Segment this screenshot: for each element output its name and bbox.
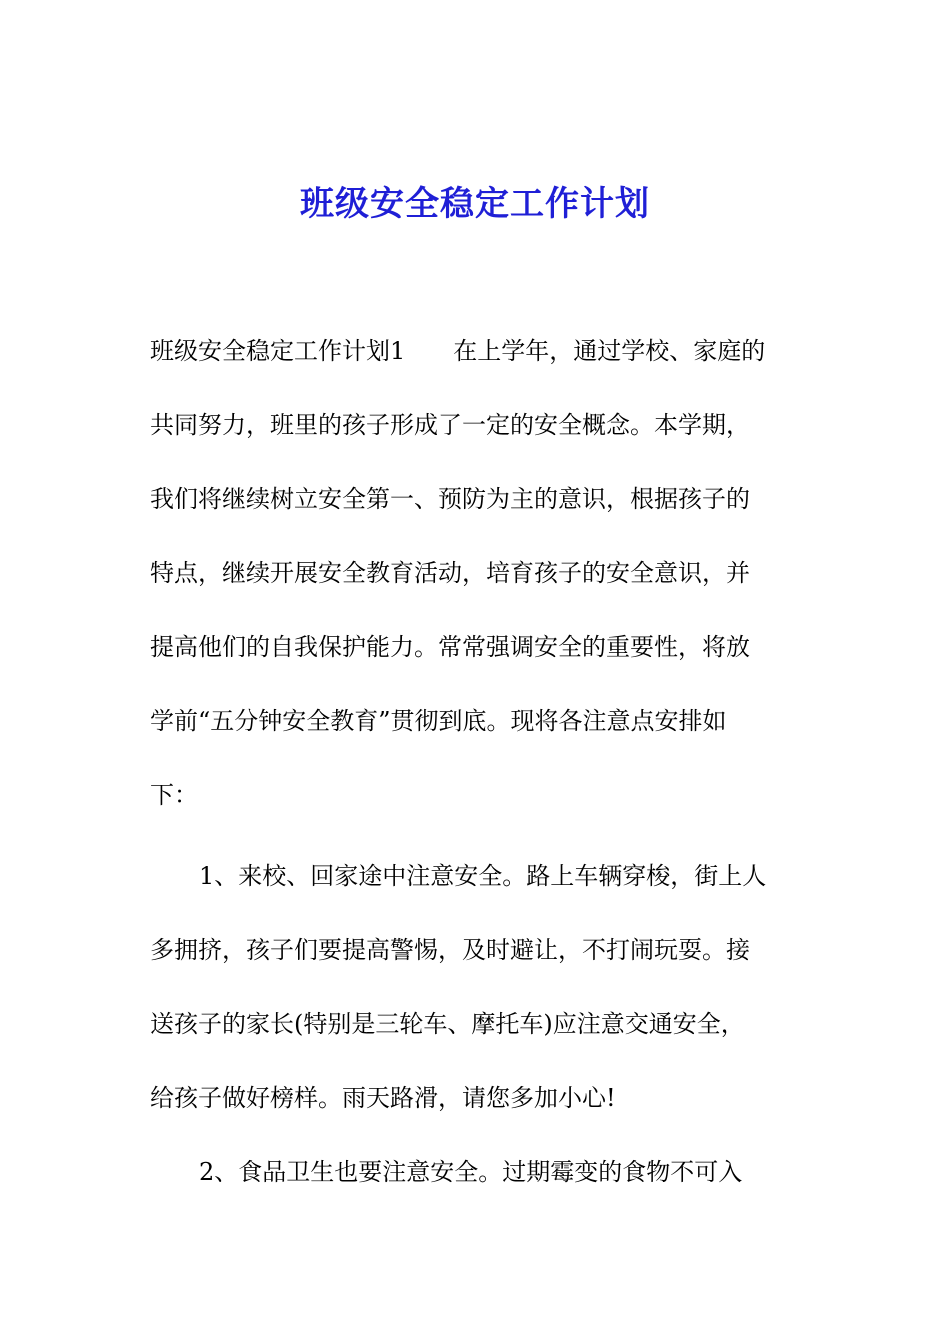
paragraph-line: 特点，继续开展安全教育活动，培育孩子的安全意识，并: [150, 559, 750, 587]
list-item-line: 2、食品卫生也要注意安全。过期霉变的食物不可入: [199, 1158, 743, 1186]
list-item-line: 送孩子的家长(特别是三轮车、摩托车)应注意交通安全，: [150, 1010, 745, 1038]
paragraph-line: 共同努力，班里的孩子形成了一定的安全概念。本学期，: [150, 411, 750, 439]
list-item-line: 给孩子做好榜样。雨天路滑，请您多加小心!: [150, 1084, 616, 1112]
list-item-line: 多拥挤，孩子们要提高警惕，及时避让，不打闹玩耍。接: [150, 936, 750, 964]
paragraph-line: 提高他们的自我保护能力。常常强调安全的重要性，将放: [150, 633, 750, 661]
paragraph-line: 班级安全稳定工作计划1 在上学年，通过学校、家庭的: [150, 337, 766, 365]
document-title: 班级安全稳定工作计划: [300, 184, 650, 224]
paragraph-line: 学前“五分钟安全教育”贯彻到底。现将各注意点安排如: [150, 707, 727, 735]
paragraph-line: 下：: [150, 781, 198, 809]
paragraph-line: 我们将继续树立安全第一、预防为主的意识，根据孩子的: [150, 485, 750, 513]
list-item-line: 1、来校、回家途中注意安全。路上车辆穿梭，街上人: [199, 862, 767, 890]
